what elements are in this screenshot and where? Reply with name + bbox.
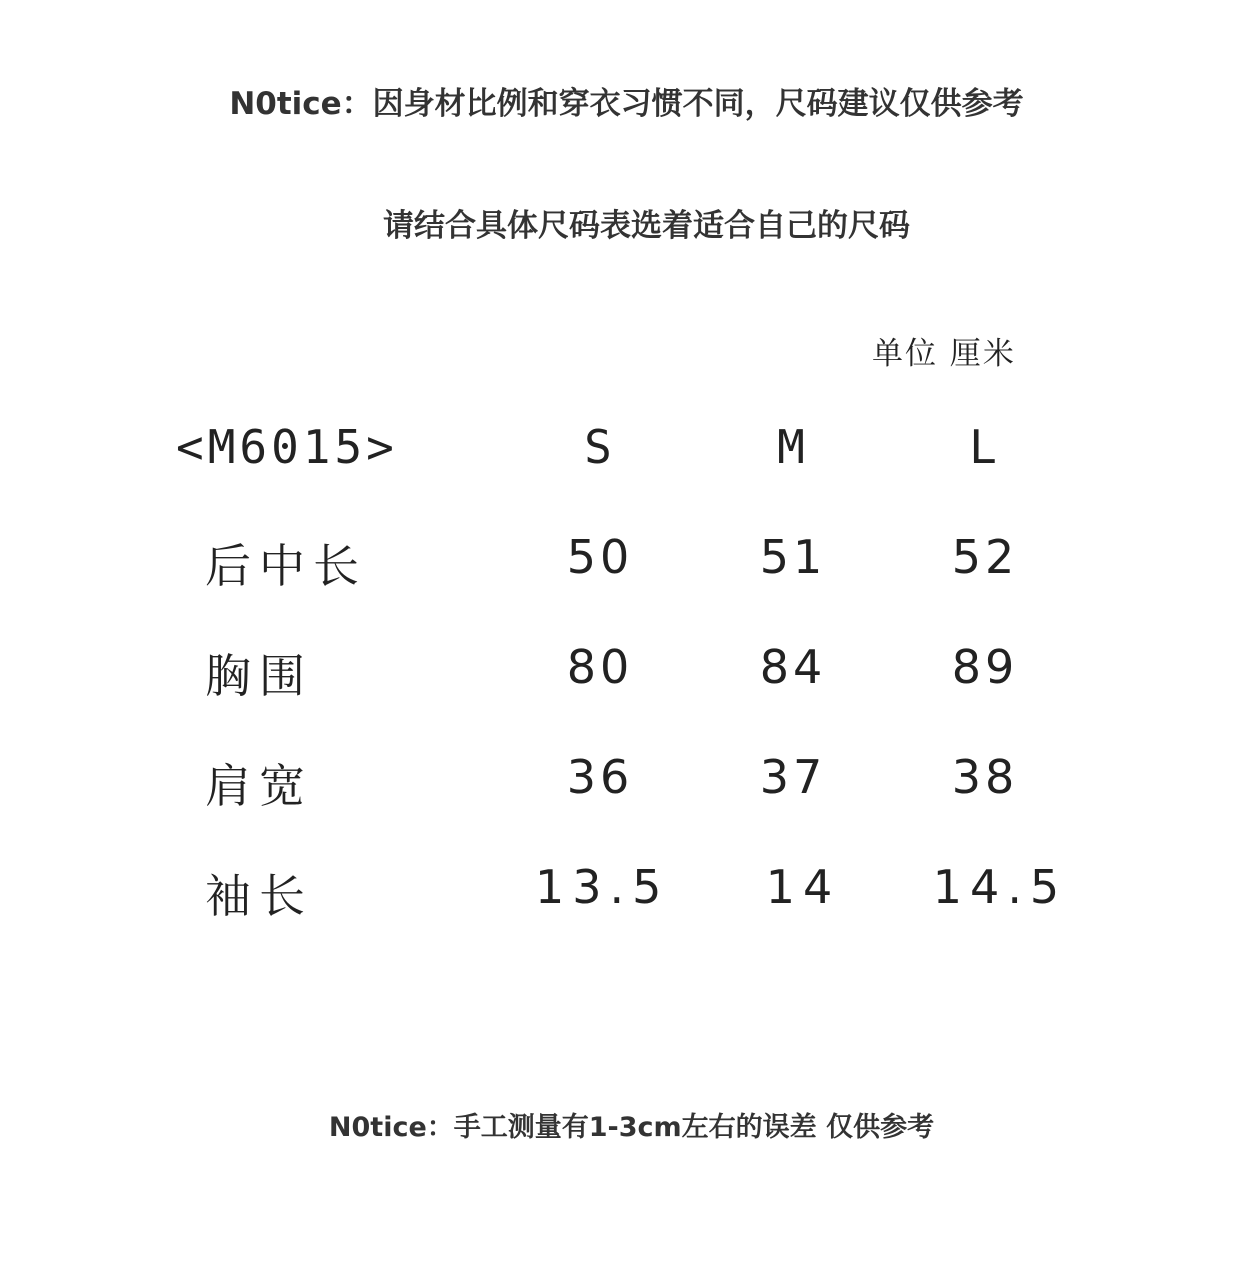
row-label: 袖长 — [205, 869, 313, 923]
value-s: 36 — [566, 750, 634, 804]
value-l: 14.5 — [932, 860, 1068, 914]
value-s: 80 — [566, 640, 634, 694]
table-row — [0, 530, 1253, 640]
notice-top: N0tice：因身材比例和穿衣习惯不同，尺码建议仅供参考 — [229, 86, 1024, 122]
model-number: <M6015> — [176, 420, 398, 474]
row-label: 肩宽 — [205, 759, 313, 813]
row-label: 胸围 — [205, 649, 313, 703]
size-header-row — [0, 420, 1253, 530]
value-m: 37 — [759, 750, 827, 804]
notice-subtitle: 请结合具体尺码表选着适合自己的尺码 — [383, 208, 910, 244]
size-header-s: S — [584, 420, 616, 474]
size-header-l: L — [969, 420, 1001, 474]
table-row — [0, 750, 1253, 860]
value-s: 13.5 — [535, 860, 670, 914]
unit-label: 单位 厘米 — [872, 336, 1016, 372]
table-row — [0, 860, 1253, 970]
value-m: 51 — [759, 530, 827, 584]
value-m: 14 — [765, 860, 841, 914]
value-l: 38 — [951, 750, 1019, 804]
table-row — [0, 640, 1253, 750]
row-label: 后中长 — [205, 539, 367, 593]
notice-bottom: N0tice：手工测量有1-3cm左右的误差 仅供参考 — [328, 1112, 935, 1143]
value-l: 89 — [951, 640, 1019, 694]
size-header-m: M — [777, 420, 809, 474]
value-l: 52 — [951, 530, 1019, 584]
value-m: 84 — [759, 640, 827, 694]
size-table — [0, 420, 1253, 970]
value-s: 50 — [566, 530, 634, 584]
